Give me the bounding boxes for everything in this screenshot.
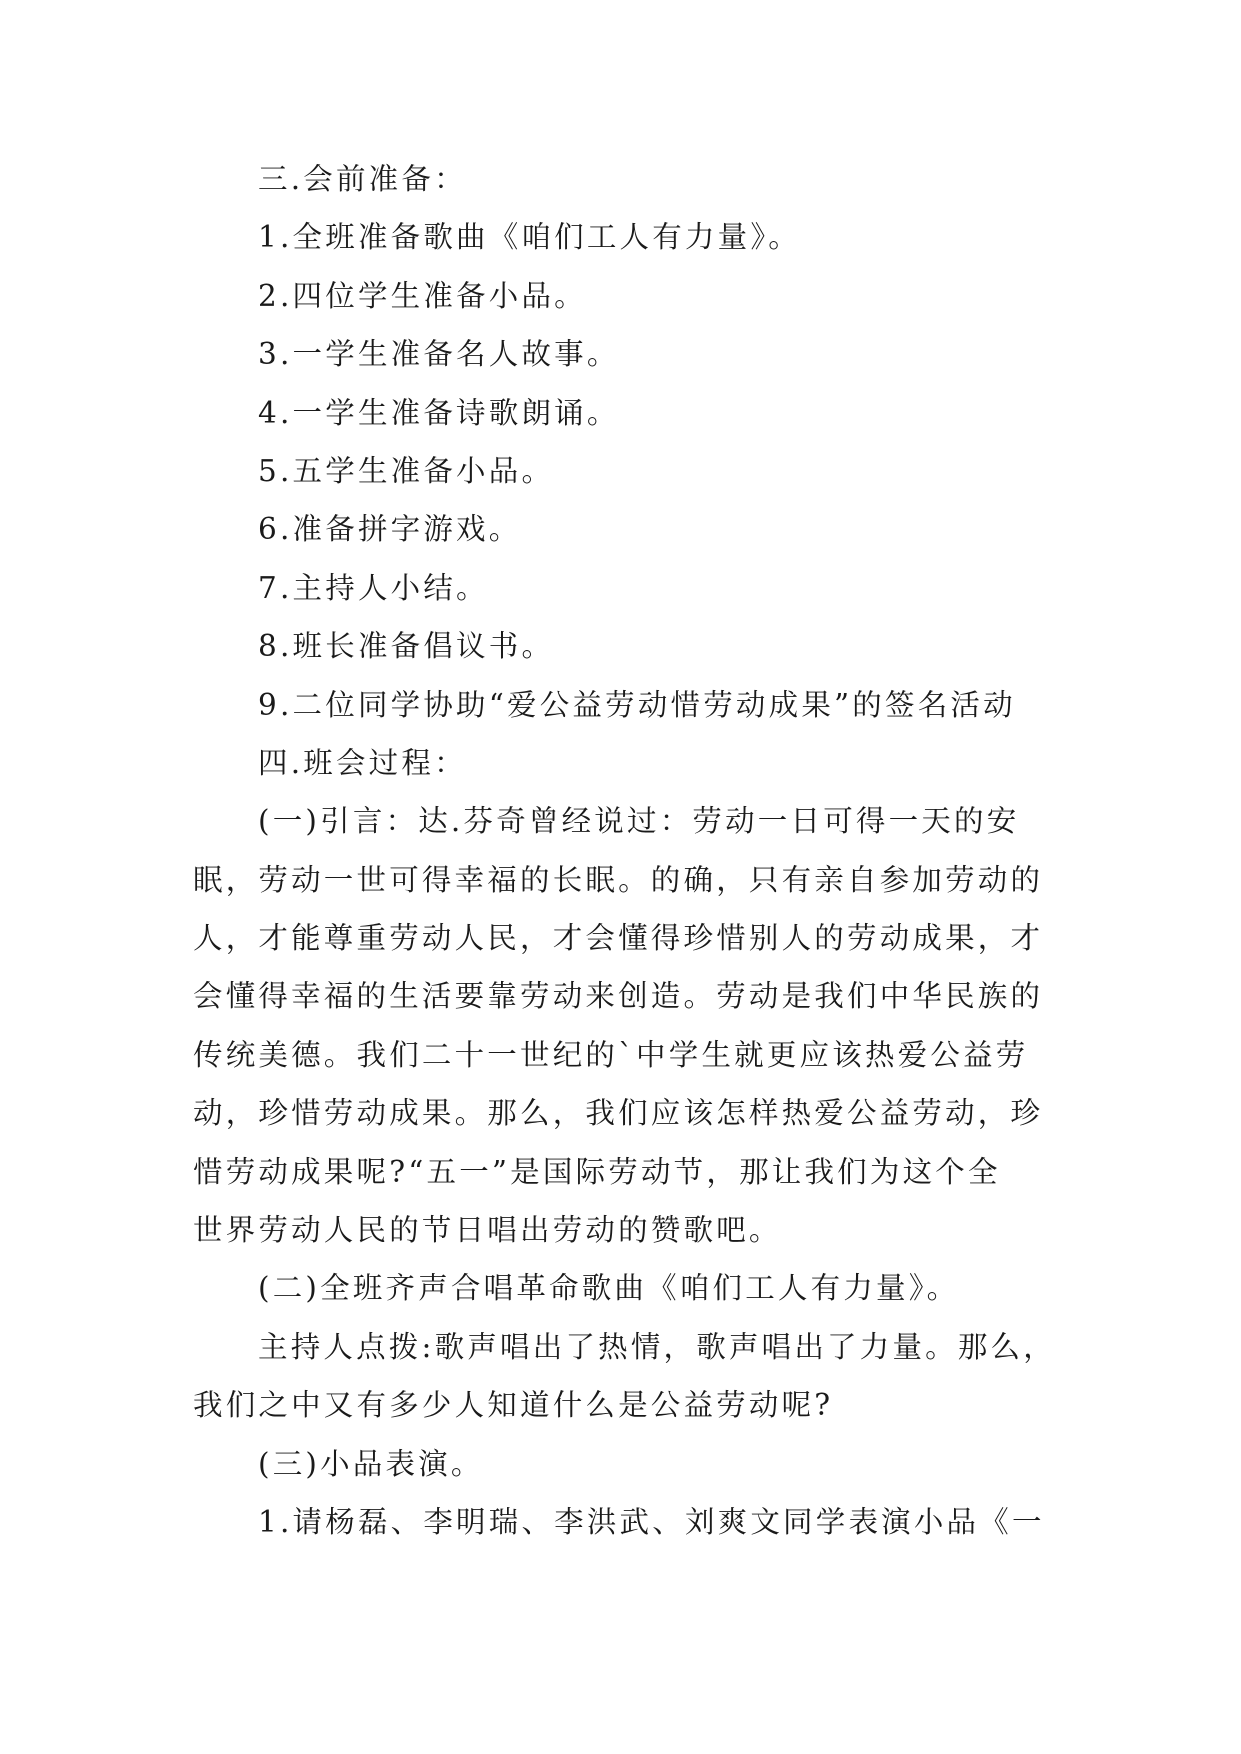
- prep-item-9: 9.二位同学协助“爱公益劳动惜劳动成果”的签名活动: [258, 687, 1016, 722]
- prep-item-6: 6.准备拼字游戏。: [258, 512, 522, 547]
- paragraph-line: (二)全班齐声合唱革命歌曲《咱们工人有力量》。: [258, 1271, 960, 1306]
- section-heading-preparation: 三.会前准备：: [258, 162, 467, 196]
- section-heading-process: 四.班会过程：: [258, 745, 467, 780]
- prep-item-5: 5.五学生准备小品。: [258, 453, 555, 488]
- prep-item-8: 8.班长准备倡议书。: [258, 629, 555, 664]
- document-body: [193, 150, 1068, 1551]
- paragraph-line: 会懂得幸福的生活要靠劳动来创造。劳动是我们中华民族的: [193, 979, 1044, 1014]
- paragraph-line: (一)引言：达.芬奇曾经说过：劳动一日可得一天的安: [258, 804, 1020, 839]
- prep-item-7: 7.主持人小结。: [258, 570, 489, 605]
- paragraph-line: 人，才能尊重劳动人民，才会懂得珍惜别人的劳动成果，才: [193, 921, 1044, 956]
- paragraph-line: 动，珍惜劳动成果。那么，我们应该怎样热爱公益劳动，珍: [193, 1096, 1044, 1131]
- paragraph-line: 世界劳动人民的节日唱出劳动的赞歌吧。: [193, 1213, 782, 1248]
- prep-item-4: 4.一学生准备诗歌朗诵。: [258, 395, 620, 430]
- paragraph-line: 传统美德。我们二十一世纪的`中学生就更应该热爱公益劳: [193, 1037, 1029, 1072]
- prep-item-2: 2.四位学生准备小品。: [258, 278, 587, 313]
- paragraph-line: 惜劳动成果呢?“五一”是国际劳动节，那让我们为这个全: [193, 1154, 1001, 1189]
- prep-item-3: 3.一学生准备名人故事。: [258, 337, 620, 372]
- paragraph-line: 眠，劳动一世可得幸福的长眠。的确，只有亲自参加劳动的: [193, 862, 1044, 897]
- paragraph-line: (三)小品表演。: [258, 1446, 484, 1481]
- paragraph-line: 我们之中又有多少人知道什么是公益劳动呢?: [193, 1388, 834, 1423]
- paragraph-line: 主持人点拨:歌声唱出了热情，歌声唱出了力量。那么，: [258, 1329, 1056, 1364]
- paragraph-line: 1.请杨磊、李明瑞、李洪武、刘爽文同学表演小品《一: [258, 1504, 1045, 1539]
- prep-item-1: 1.全班准备歌曲《咱们工人有力量》。: [258, 220, 801, 255]
